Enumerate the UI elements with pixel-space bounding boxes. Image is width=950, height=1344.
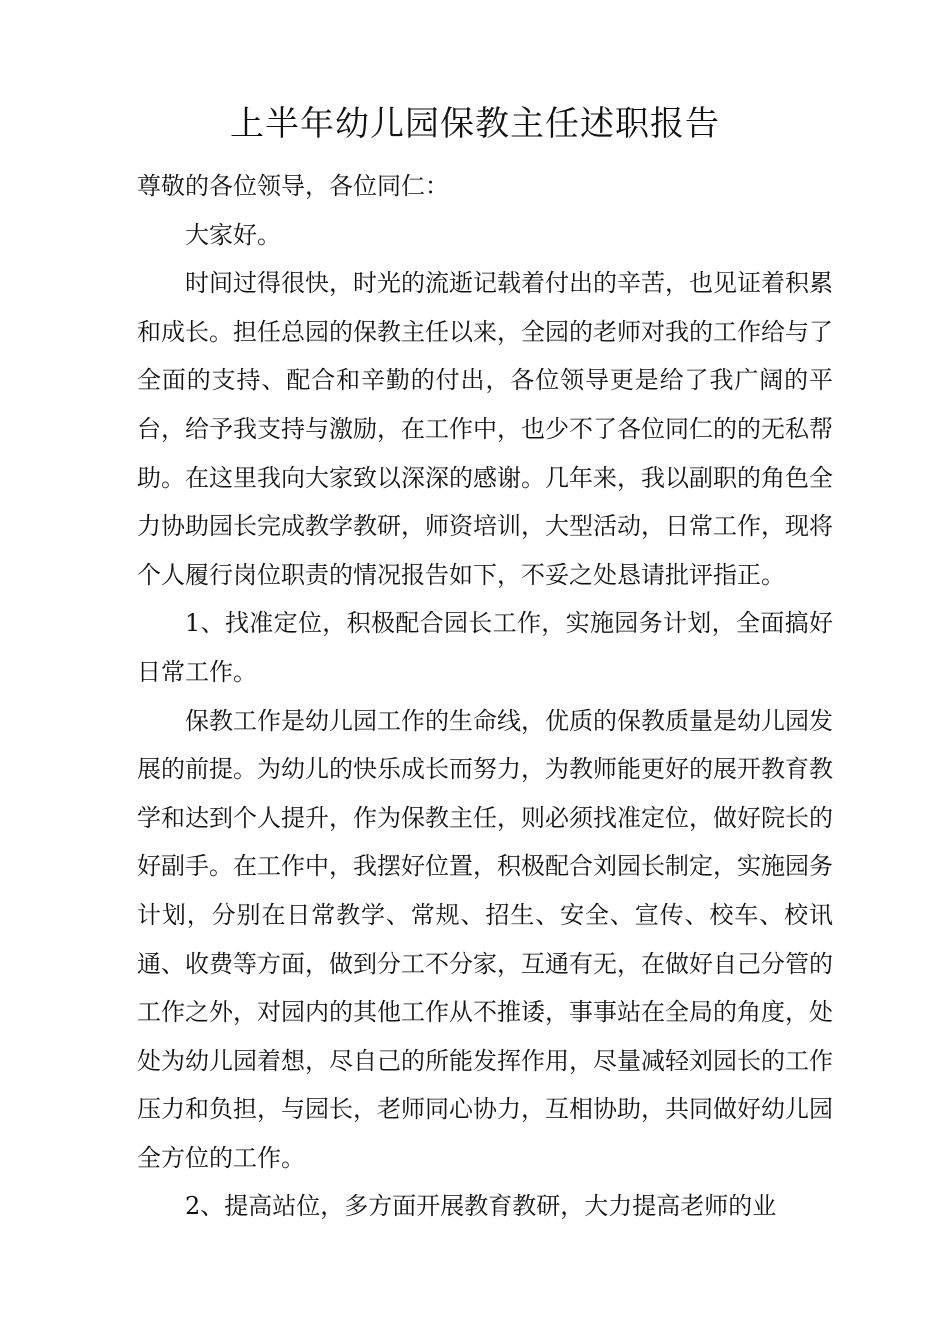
greeting-paragraph: 尊敬的各位领导，各位同仁： [137,172,449,200]
document-title: 上半年幼儿园保教主任述职报告 [230,104,720,144]
salutation-paragraph: 大家好。 [185,220,281,249]
intro-paragraph: 时间过得很快，时光的流逝记载着付出的辛苦，也见证着积累和成长。担任总园的保教主任以来，全园的老师对我的工作给与了全面的支持、配合和辛勤的付出，各位领导更是给了我广阔的平台，给予我支持与激励，在工作中，也少不了各位同仁的的无私帮助。在这里我向大家致以深深的感谢。几年来，我以副职的角色全力协助园长完成教学教研，师资培训，大型活动，日常工作，现将个人履行岗位职责的情况报告如下，不妥之处恳请批评指正。 [137,269,833,589]
section-heading-2: 2、提高站位，多方面开展教育教研，大力提高老师的业 [185,1192,777,1221]
document-body [137,162,833,1231]
section-1-paragraph: 保教工作是幼儿园工作的生命线，优质的保教质量是幼儿园发展的前提。为幼儿的快乐成长而努力，为教师能更好的展开教育教学和达到个人提升，作为保教主任，则必须找准定位，做好院长的好副手。在工作中，我摆好位置，积极配合刘园长制定，实施园务计划，分别在日常教学、常规、招生、安全、宣传、校车、校讯通、收费等方面，做到分工不分家，互通有无，在做好自己分管的工作之外，对园内的其他工作从不推诿，事事站在全局的角度，处处为幼儿园着想，尽自己的所能发挥作用，尽量减轻刘园长的工作压力和负担，与园长，老师同心协力，互相协助，共同做好幼儿园全方位的工作。 [137,706,833,1172]
section-heading-1: 1、找准定位，积极配合园长工作，实施园务计划，全面搞好日常工作。 [137,609,833,686]
